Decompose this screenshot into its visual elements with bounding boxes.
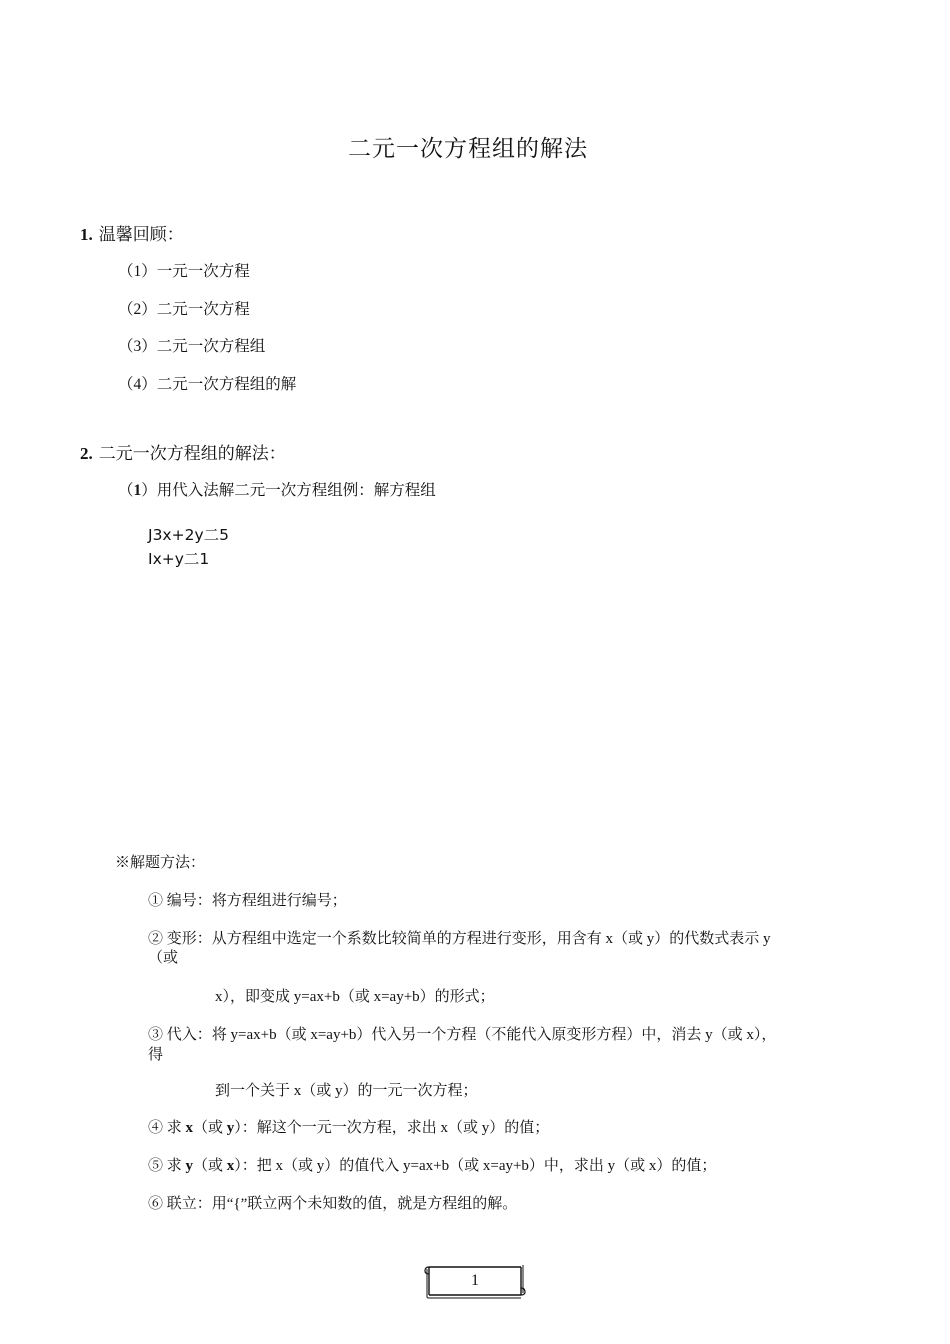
- section2-number: 2.: [80, 444, 93, 463]
- method-step-3-line-1: ③ 代入：将 y=ax+b（或 x=ay+b）代入另一个方程（不能代入原变形方程）中，消去 y（或 x），: [148, 1027, 777, 1043]
- step5-var1: y: [185, 1158, 194, 1174]
- section2-heading: [80, 439, 286, 464]
- section1-number: 1.: [80, 225, 93, 244]
- section1-heading-text: 温馨回顾：: [98, 225, 184, 245]
- section2-heading-text: 二元一次方程组的解法：: [98, 444, 286, 464]
- method-heading: ※解题方法：: [115, 855, 206, 871]
- step4-pre: ④ 求: [148, 1120, 186, 1136]
- sub-text: ）用代入法解二元一次方程组例：解方程组: [141, 482, 436, 499]
- sub-number: 1: [133, 482, 142, 499]
- page-title: 二元一次方程组的解法: [348, 136, 588, 162]
- step5-pre: ⑤ 求: [148, 1158, 186, 1174]
- method-step-4: [148, 1116, 549, 1137]
- method-step-6: ⑥ 联立：用“{”联立两个未知数的值，就是方程组的解。: [148, 1196, 518, 1212]
- method-step-2-line-3: x），即变成 y=ax+b（或 x=ay+b）的形式；: [215, 989, 495, 1005]
- method-step-3-line-3: 到一个关于 x（或 y）的一元一次方程；: [215, 1083, 478, 1099]
- method-step-2-line-2: （或: [148, 950, 179, 966]
- step4-var1: x: [185, 1120, 194, 1136]
- section1-heading: [80, 220, 184, 245]
- step5-var2: x: [226, 1158, 235, 1174]
- method-step-3-line-2: 得: [148, 1047, 164, 1063]
- review-item-3: （3）二元一次方程组: [118, 338, 266, 355]
- step4-var2: y: [226, 1120, 235, 1136]
- sub-open-paren: （: [118, 482, 134, 499]
- equation-line-2: Ix+y二1: [148, 550, 210, 568]
- equation-line-1: J3x+2y二5: [148, 526, 229, 544]
- step5-post: ）：把 x（或 y）的值代入 y=ax+b（或 x=ay+b）中，求出 y（或 x）的值；: [234, 1158, 717, 1174]
- method-step-5: [148, 1154, 716, 1175]
- step4-post: ）：解这个一元一次方程，求出 x（或 y）的值；: [234, 1120, 550, 1136]
- review-item-1: （1）一元一次方程: [118, 263, 250, 280]
- page-number-frame: [424, 1263, 526, 1299]
- step4-mid: （或: [193, 1120, 227, 1136]
- substitution-subheading: [118, 478, 436, 500]
- method-step-1: ① 编号：将方程组进行编号；: [148, 893, 347, 909]
- review-item-4: （4）二元一次方程组的解: [118, 376, 297, 393]
- step5-mid: （或: [193, 1158, 227, 1174]
- page-number: 1: [471, 1272, 479, 1289]
- method-step-2-line-1: ② 变形：从方程组中选定一个系数比较简单的方程进行变形，用含有 x（或 y）的代数式表示 y: [148, 931, 771, 947]
- review-item-2: （2）二元一次方程: [118, 301, 250, 318]
